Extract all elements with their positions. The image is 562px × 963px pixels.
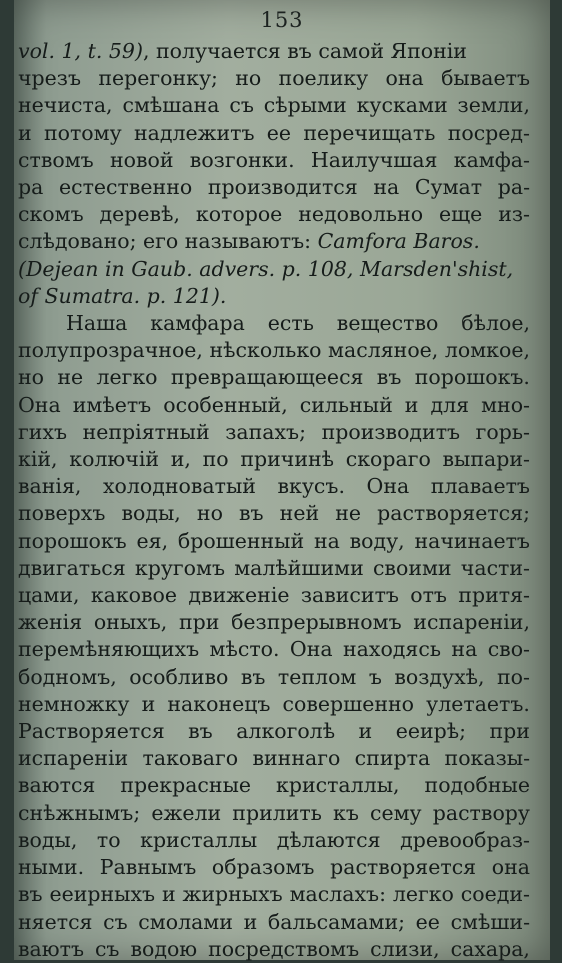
word: снѣжнымъ; bbox=[18, 800, 141, 825]
word: и bbox=[404, 392, 419, 417]
word: особливо bbox=[129, 664, 229, 689]
word: не bbox=[335, 501, 362, 526]
word: образомъ bbox=[211, 855, 315, 880]
word: легко bbox=[96, 365, 158, 390]
word: еще bbox=[438, 202, 483, 227]
word: Сумат bbox=[414, 175, 483, 200]
word: земли, bbox=[457, 93, 530, 118]
word: улетаетъ. bbox=[426, 691, 530, 716]
word: ломкое, bbox=[444, 338, 530, 363]
word: не bbox=[57, 365, 84, 390]
word: Наша bbox=[66, 311, 128, 336]
word: Она bbox=[18, 392, 61, 417]
word: дѣлаются bbox=[276, 827, 381, 852]
text-run: слѣдовано; его называютъ: bbox=[18, 229, 318, 254]
word: въ bbox=[376, 365, 402, 390]
text-line bbox=[18, 664, 530, 691]
word: из- bbox=[498, 202, 530, 227]
word: легко bbox=[392, 882, 454, 907]
word: и bbox=[358, 719, 373, 744]
text-line bbox=[18, 65, 530, 92]
word: есть bbox=[267, 311, 314, 336]
word: и bbox=[243, 909, 258, 934]
word: брошенный bbox=[177, 528, 305, 553]
word: Она bbox=[366, 474, 410, 499]
word: ъ bbox=[368, 664, 382, 689]
word: камфа- bbox=[453, 147, 530, 172]
word: показы- bbox=[444, 746, 530, 771]
italic-text: Camfora Baros. bbox=[317, 229, 480, 254]
word: кій, bbox=[18, 447, 58, 472]
word: воды, bbox=[18, 827, 78, 852]
word: надлежитъ bbox=[133, 120, 255, 145]
word: и bbox=[18, 120, 32, 145]
word: ееирныхъ bbox=[49, 882, 156, 907]
page-number: 153 bbox=[260, 8, 304, 32]
text-line bbox=[18, 800, 530, 827]
word: скомъ bbox=[18, 202, 84, 227]
word: колючій bbox=[69, 447, 160, 472]
word: съ bbox=[229, 93, 254, 118]
word: кристаллы, bbox=[276, 773, 400, 798]
word: прекрасные bbox=[120, 773, 252, 798]
word: теплом bbox=[277, 664, 357, 689]
word: плаваетъ bbox=[430, 474, 530, 499]
text-line bbox=[18, 582, 530, 609]
word: сахара, bbox=[450, 936, 530, 961]
word: особенный, bbox=[163, 392, 288, 417]
word: таковаго bbox=[142, 746, 239, 771]
word: она bbox=[385, 66, 424, 91]
text-line bbox=[18, 256, 530, 283]
text-line bbox=[18, 500, 530, 527]
word: порошокъ bbox=[18, 528, 127, 553]
word: кругомъ bbox=[134, 555, 225, 580]
word: малѣйшими bbox=[234, 555, 364, 580]
word: алкоголѣ bbox=[236, 719, 336, 744]
word: имѣетъ bbox=[72, 392, 152, 417]
word: ее bbox=[415, 909, 440, 934]
text-line bbox=[18, 392, 530, 419]
word: ееирѣ; bbox=[395, 719, 467, 744]
word: перечищать bbox=[303, 120, 436, 145]
word: движеніе bbox=[188, 583, 290, 608]
word: ваются bbox=[18, 773, 96, 798]
word: чрезъ bbox=[18, 66, 82, 91]
word: безпрерывномъ bbox=[231, 610, 402, 635]
word: древообраз- bbox=[400, 827, 530, 852]
word: раствору bbox=[432, 800, 530, 825]
text-line bbox=[18, 283, 530, 310]
word: гихъ bbox=[18, 419, 68, 444]
word: каковое bbox=[90, 583, 178, 608]
word: спирта bbox=[354, 746, 431, 771]
word: ра- bbox=[497, 175, 530, 200]
word: жирныхъ bbox=[182, 882, 283, 907]
text-line bbox=[18, 636, 530, 663]
word: прилить bbox=[232, 800, 322, 825]
text-line bbox=[18, 555, 530, 582]
word: по bbox=[202, 447, 229, 472]
word: немножку bbox=[18, 691, 130, 716]
word: перегонку; bbox=[98, 66, 218, 91]
text-line bbox=[18, 446, 530, 473]
text-line bbox=[18, 174, 530, 201]
word: сему bbox=[370, 800, 422, 825]
word: смѣшана bbox=[122, 93, 220, 118]
book-page bbox=[14, 0, 550, 960]
word: воздухѣ, bbox=[394, 664, 485, 689]
word: ванія, bbox=[18, 474, 82, 499]
word: испареніи bbox=[18, 746, 129, 771]
word: скораго bbox=[345, 447, 431, 472]
word: кусками bbox=[356, 93, 448, 118]
word: ными. bbox=[18, 855, 85, 880]
text-line bbox=[18, 909, 530, 936]
word: Равнымъ bbox=[99, 855, 197, 880]
word: естественно bbox=[58, 175, 193, 200]
word: бываетъ bbox=[441, 66, 530, 91]
word: деревѣ, bbox=[99, 202, 180, 227]
word: и, bbox=[170, 447, 191, 472]
text-run: , получается въ самой Японіи bbox=[142, 39, 467, 63]
text-line bbox=[18, 772, 530, 799]
word: виннаго bbox=[252, 746, 341, 771]
word: къ bbox=[333, 800, 359, 825]
word: горь- bbox=[475, 419, 530, 444]
word: бодномъ, bbox=[18, 664, 117, 689]
word: нечиста, bbox=[18, 93, 113, 118]
word: слизи, bbox=[370, 936, 440, 961]
text-line bbox=[18, 718, 530, 745]
word: она bbox=[491, 855, 530, 880]
word: на bbox=[373, 175, 400, 200]
word: нѣсколько bbox=[209, 338, 322, 363]
word: которое bbox=[195, 202, 283, 227]
word: начинаетъ bbox=[414, 528, 530, 553]
word: съ bbox=[103, 909, 128, 934]
word: Наилучшая bbox=[310, 147, 438, 172]
word: въ bbox=[188, 719, 213, 744]
word: холодноватый bbox=[102, 474, 256, 499]
word: на bbox=[451, 637, 478, 662]
word: посредствомъ bbox=[208, 936, 360, 961]
word: но bbox=[235, 66, 262, 91]
word: посред- bbox=[447, 120, 530, 145]
word: камфара bbox=[150, 311, 245, 336]
word: ваютъ bbox=[18, 936, 84, 961]
word: поверхъ bbox=[18, 501, 106, 526]
word: въ bbox=[18, 882, 43, 907]
word: то bbox=[96, 827, 121, 852]
word: кристаллы bbox=[140, 827, 258, 852]
text-line bbox=[18, 745, 530, 772]
word: поелику bbox=[278, 66, 369, 91]
word: маслахъ: bbox=[289, 882, 386, 907]
word: части- bbox=[460, 555, 530, 580]
word: но bbox=[196, 501, 223, 526]
word: совершенно bbox=[282, 691, 415, 716]
word: превращающееся bbox=[170, 365, 364, 390]
text-line bbox=[18, 473, 530, 500]
text-line bbox=[18, 854, 530, 881]
word: причинѣ bbox=[240, 447, 335, 472]
word: для bbox=[430, 392, 470, 417]
word: потому bbox=[43, 120, 122, 145]
word: смѣши- bbox=[450, 909, 530, 934]
word: смолами bbox=[138, 909, 233, 934]
word: женія bbox=[18, 610, 83, 635]
word: притя- bbox=[458, 583, 530, 608]
word: возгонки. bbox=[189, 147, 295, 172]
word: оныхъ, bbox=[93, 610, 168, 635]
word: ствомъ bbox=[18, 147, 94, 172]
text-line bbox=[18, 364, 530, 391]
word: на bbox=[313, 528, 340, 553]
word: Она bbox=[289, 637, 333, 662]
word: ежели bbox=[151, 800, 222, 825]
word: растворяется; bbox=[377, 501, 530, 526]
word: ея, bbox=[136, 528, 169, 553]
text-line bbox=[18, 228, 530, 255]
text-line bbox=[18, 827, 530, 854]
word: водою bbox=[130, 936, 198, 961]
word: ней bbox=[279, 501, 320, 526]
word: растворяется bbox=[330, 855, 477, 880]
word: но bbox=[18, 365, 45, 390]
text-line bbox=[18, 691, 530, 718]
text-line bbox=[18, 310, 530, 337]
text-line bbox=[18, 881, 530, 908]
word: своими bbox=[372, 555, 452, 580]
word: цами, bbox=[18, 583, 80, 608]
word: отъ bbox=[410, 583, 447, 608]
word: сво- bbox=[487, 637, 530, 662]
word: при bbox=[489, 719, 530, 744]
word: наконецъ bbox=[167, 691, 271, 716]
text-line bbox=[18, 528, 530, 555]
word: непріятный bbox=[82, 419, 210, 444]
word: въ bbox=[240, 664, 266, 689]
word: производится bbox=[207, 175, 358, 200]
text-line bbox=[18, 609, 530, 636]
word: двигаться bbox=[18, 555, 126, 580]
word: ра bbox=[18, 175, 44, 200]
word: новой bbox=[109, 147, 174, 172]
word: перемѣняющихъ bbox=[18, 637, 200, 662]
word: воду, bbox=[349, 528, 405, 553]
text-line bbox=[18, 936, 530, 963]
text-line bbox=[18, 120, 530, 147]
text-line bbox=[18, 92, 530, 119]
word: бѣлое, bbox=[461, 311, 530, 336]
word: находясь bbox=[343, 637, 442, 662]
word: соеди- bbox=[460, 882, 530, 907]
word: запахъ; bbox=[225, 419, 307, 444]
word: съ bbox=[94, 936, 120, 961]
text-line bbox=[18, 419, 530, 446]
word: масляное, bbox=[328, 338, 439, 363]
word: мно- bbox=[481, 392, 530, 417]
text-line bbox=[18, 201, 530, 228]
word: ее bbox=[266, 120, 292, 145]
word: сѣрыми bbox=[263, 93, 347, 118]
word: подобные bbox=[424, 773, 530, 798]
text-line bbox=[18, 337, 530, 364]
word: вещество bbox=[336, 311, 439, 336]
word: зависитъ bbox=[300, 583, 399, 608]
italic-text: vol. 1, t. 59) bbox=[18, 39, 143, 63]
word: сильный bbox=[299, 392, 393, 417]
word: порошокъ. bbox=[414, 365, 530, 390]
word: няется bbox=[18, 909, 93, 934]
word: выпари- bbox=[442, 447, 530, 472]
text-line bbox=[18, 38, 530, 65]
word: недовольно bbox=[298, 202, 424, 227]
word: по- bbox=[497, 664, 530, 689]
word: въ bbox=[239, 501, 264, 526]
italic-text: (Dejean in Gaub. advers. p. 108, Marsden'shist, bbox=[18, 256, 514, 281]
word: при bbox=[178, 610, 220, 635]
text-line bbox=[18, 147, 530, 174]
word: воды, bbox=[121, 501, 181, 526]
word: вкусъ. bbox=[277, 474, 345, 499]
body-text bbox=[18, 38, 530, 963]
word: производитъ bbox=[321, 419, 461, 444]
word: испареніи, bbox=[413, 610, 530, 635]
word: мѣсто. bbox=[209, 637, 280, 662]
italic-text: of Sumatra. p. 121). bbox=[18, 283, 227, 308]
word: Растворяется bbox=[18, 719, 165, 744]
word: бальсамами; bbox=[267, 909, 406, 934]
word: и bbox=[141, 691, 156, 716]
word: полупрозрачное, bbox=[18, 338, 203, 363]
word: и bbox=[161, 882, 176, 907]
